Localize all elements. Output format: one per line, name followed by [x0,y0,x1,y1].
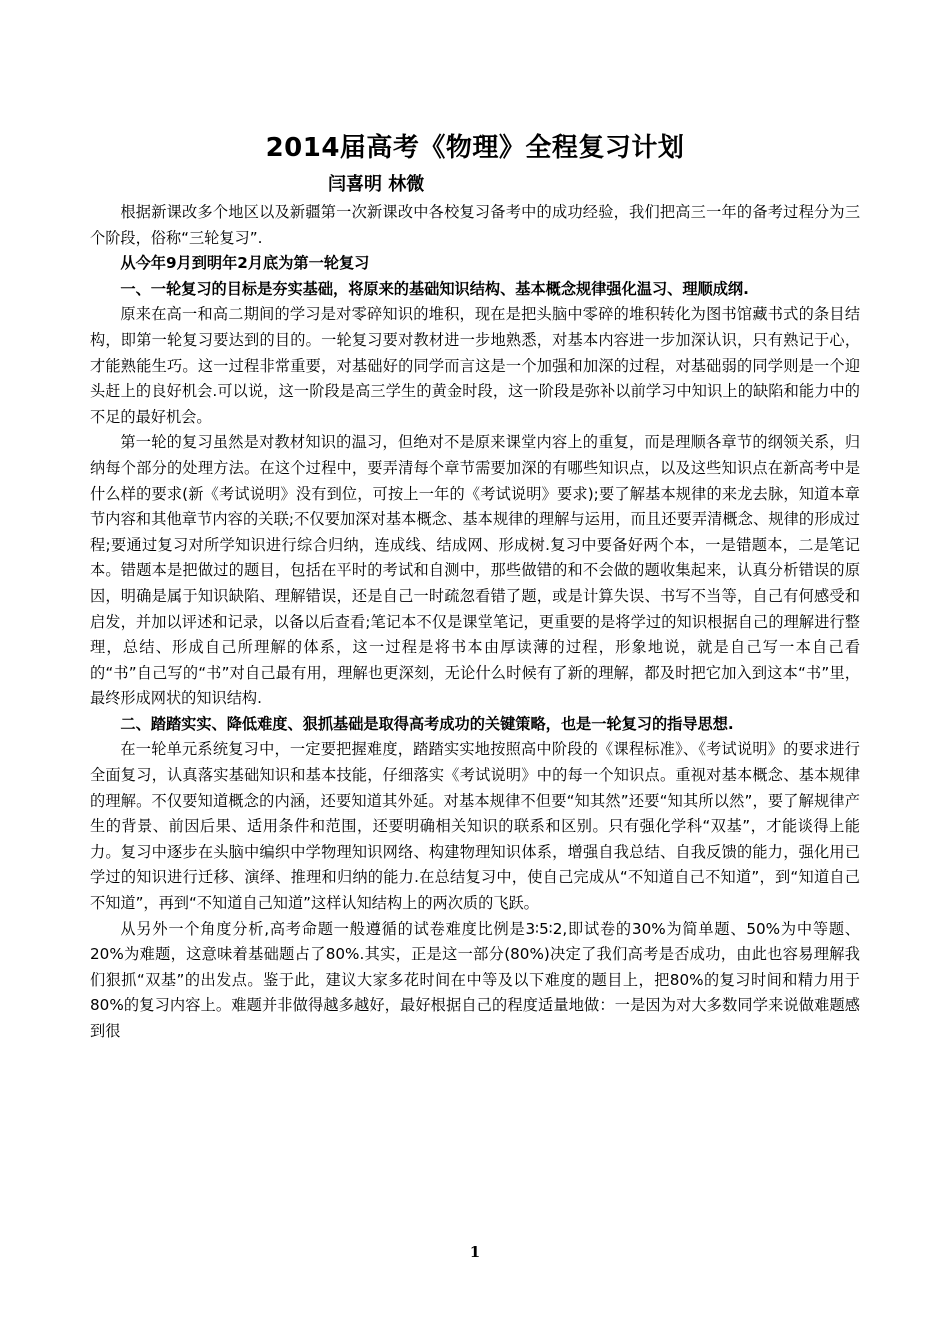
section1-heading: 一、一轮复习的目标是夯实基础，将原来的基础知识结构、基本概念规律强化温习、理顺成纲. [120,279,749,298]
page-number: 1 [469,1243,481,1261]
section1-paragraph-2: 第一轮的复习虽然是对教材知识的温习，但绝对不是原来课堂内容上的重复，而是理顺各章节的纲领关系，归纳每个部分的处理方法。在这个过程中，要弄清每个章节需要加深的有哪些知识点，以及这些知识点在新高考中是什么样的要求(新《考试说明》没有到位，可按上一年的《考试说明》要求);要了解基本规律的来龙去脉，知道本章节内容和其他章节内容的关联;不仅要加深对基本概念、基本规律的理解与运用，而且还要弄清概念、规律的形成过程;要通过复习对所学知识进行综合归纳，连成线、结成网、形成树.复习中要备好两个本，一是错题本，二是笔记本。错题本是把做过的题目，包括在平时的考试和自测中，那些做错的和不会做的题收集起来，认真分析错误的原因，明确是属于知识缺陷、理解错误，还是自己一时疏忽看错了题，或是计算失误、书写不当等，自己有何感受和启发，并加以评述和记录，以备以后查看;笔记本不仅是课堂笔记，更重要的是将学过的知识根据自己的理解进行整理，总结、形成自己所理解的体系，这一过程是将书本由厚读薄的过程，形象地说，就是自己写一本自己看的“书”自己写的“书”对自己最有用，理解也更深刻，无论什么时候有了新的理解，都及时把它加入到这本“书”里，最终形成网状的知识结构. [90,433,860,708]
document-page [90,128,860,1045]
section2-paragraph-1: 在一轮单元系统复习中，一定要把握难度，踏踏实实地按照高中阶段的《课程标准》、《考试说明》的要求进行全面复习，认真落实基础知识和基本技能，仔细落实《考试说明》中的每一个知识点。重视对基本概念、基本规律的理解。不仅要知道概念的内涵，还要知道其外延。对基本规律不但要“知其然”还要“知其所以然”，要了解规律产生的背景、前因后果、适用条件和范围，还要明确相关知识的联系和区别。只有强化学科“双基”，才能谈得上能力。复习中逐步在头脑中编织中学物理知识网络、构建物理知识体系，增强自我总结、自我反馈的能力，强化用已学过的知识进行迁移、演绎、推理和归纳的能力.在总结复习中，使自己完成从“不知道自己不知道”，到“知道自己不知道”，再到“不知道自己知道”这样认知结构上的两次质的飞跃。 [90,740,860,913]
stage1-heading: 从今年9月到明年2月底为第一轮复习 [120,254,370,273]
document-authors: 闫喜明 林微 [328,174,425,195]
intro-paragraph: 根据新课改多个地区以及新疆第一次新课改中各校复习备考中的成功经验，我们把高三一年的备考过程分为三个阶段，俗称“三轮复习”. [90,203,860,247]
section1-paragraph-1: 原来在高一和高二期间的学习是对零碎知识的堆积，现在是把头脑中零碎的堆积转化为图书馆藏书式的条目结构，即第一轮复习要达到的目的。一轮复习要对教材进一步地熟悉，对基本内容进一步加深认识，只有熟记于心，才能熟能生巧。这一过程非常重要，对基础好的同学而言这是一个加强和加深的过程，对基础弱的同学则是一个迎头赶上的良好机会.可以说，这一阶段是高三学生的黄金时段，这一阶段是弥补以前学习中知识上的缺陷和能力中的不足的最好机会。 [90,305,860,426]
section2-heading: 二、踏踏实实、降低难度、狠抓基础是取得高考成功的关键策略，也是一轮复习的指导思想. [120,714,734,733]
document-title: 2014届高考《物理》全程复习计划 [265,133,685,163]
section2-paragraph-2: 从另外一个角度分析,高考命题一般遵循的试卷难度比例是3∶5∶2,即试卷的30%为简单题、50%为中等题、20%为难题，这意味着基础题占了80%.其实，正是这一部分(80%)决定了我们高考是否成功，由此也容易理解我们狠抓“双基”的出发点。鉴于此，建议大家多花时间在中等及以下难度的题目上，把80%的复习时间和精力用于80%的复习内容上。难题并非做得越多越好，最好根据自己的程度适量地做：一是因为对大多数同学来说做难题感到很 [90,919,860,1040]
